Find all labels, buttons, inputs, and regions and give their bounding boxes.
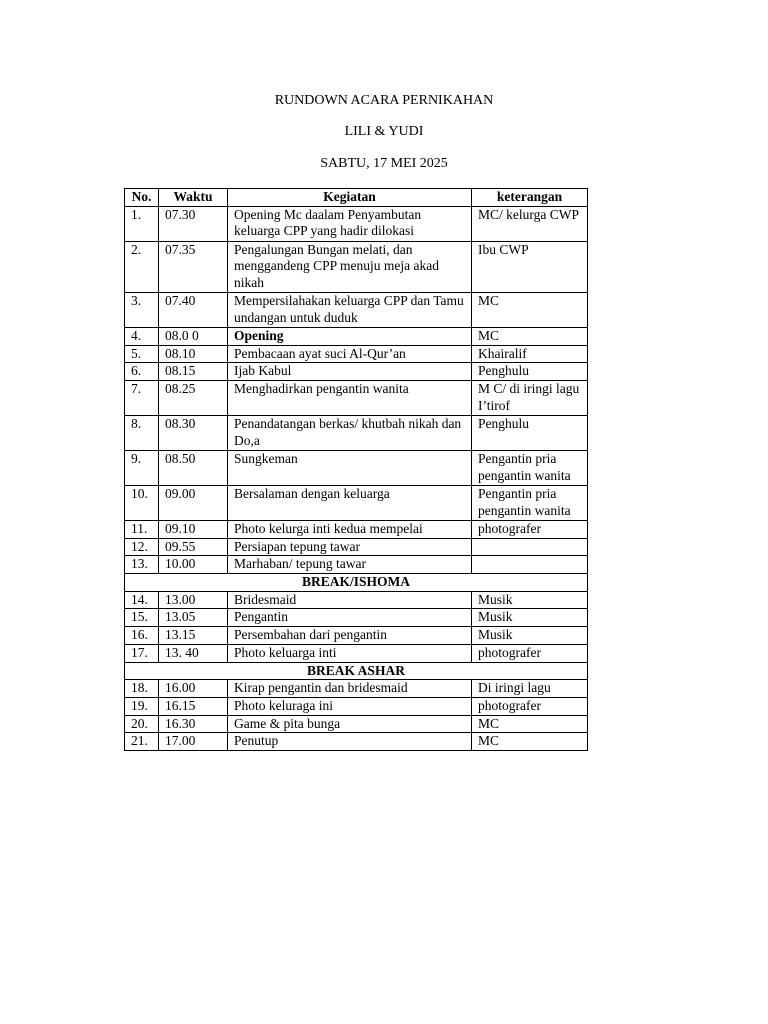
activity-cell: Persiapan tepung tawar bbox=[228, 538, 472, 556]
row-number-cell: 21. bbox=[125, 733, 159, 751]
note-cell: MC bbox=[472, 327, 588, 345]
table-row bbox=[125, 591, 588, 609]
activity-cell: Penutup bbox=[228, 733, 472, 751]
note-cell bbox=[472, 556, 588, 574]
activity-cell: Kirap pengantin dan bridesmaid bbox=[228, 680, 472, 698]
table-row bbox=[125, 450, 588, 485]
time-cell: 13. 40 bbox=[159, 644, 228, 662]
activity-cell: Ijab Kabul bbox=[228, 363, 472, 381]
section-row bbox=[125, 662, 588, 680]
row-number-cell: 11. bbox=[125, 520, 159, 538]
activity-cell: Menghadirkan pengantin wanita bbox=[228, 380, 472, 415]
note-cell: Musik bbox=[472, 627, 588, 645]
row-number-cell: 7. bbox=[125, 380, 159, 415]
note-cell: MC bbox=[472, 292, 588, 327]
activity-cell: Marhaban/ tepung tawar bbox=[228, 556, 472, 574]
time-cell: 17.00 bbox=[159, 733, 228, 751]
column-header-keterangan: keterangan bbox=[472, 189, 588, 207]
time-cell: 08.15 bbox=[159, 363, 228, 381]
note-cell: MC bbox=[472, 733, 588, 751]
table-row bbox=[125, 485, 588, 520]
table-row bbox=[125, 609, 588, 627]
note-cell: Di iringi lagu bbox=[472, 680, 588, 698]
table-row bbox=[125, 380, 588, 415]
note-cell bbox=[472, 538, 588, 556]
activity-cell: Photo keluarga inti bbox=[228, 644, 472, 662]
table-row bbox=[125, 327, 588, 345]
activity-cell: Photo keluraga ini bbox=[228, 697, 472, 715]
time-cell: 07.40 bbox=[159, 292, 228, 327]
couple-names: LILI & YUDI bbox=[344, 124, 424, 139]
note-cell: Musik bbox=[472, 591, 588, 609]
note-cell: Penghulu bbox=[472, 363, 588, 381]
document-title: RUNDOWN ACARA PERNIKAHAN bbox=[274, 93, 494, 108]
row-number-cell: 15. bbox=[125, 609, 159, 627]
activity-cell: Penandatangan berkas/ khutbah nikah dan Do,a bbox=[228, 415, 472, 450]
table-row bbox=[125, 415, 588, 450]
row-number-cell: 2. bbox=[125, 241, 159, 292]
section-label: BREAK/ISHOMA bbox=[125, 574, 588, 592]
time-cell: 08.0 0 bbox=[159, 327, 228, 345]
column-header-kegiatan: Kegiatan bbox=[228, 189, 472, 207]
activity-cell: Photo kelurga inti kedua mempelai bbox=[228, 520, 472, 538]
activity-cell: Pengalungan Bungan melati, dan menggandeng CPP menuju meja akad nikah bbox=[228, 241, 472, 292]
row-number-cell: 16. bbox=[125, 627, 159, 645]
row-number-cell: 4. bbox=[125, 327, 159, 345]
time-cell: 10.00 bbox=[159, 556, 228, 574]
note-cell: Musik bbox=[472, 609, 588, 627]
row-number-cell: 5. bbox=[125, 345, 159, 363]
row-number-cell: 8. bbox=[125, 415, 159, 450]
table-row bbox=[125, 363, 588, 381]
table-row bbox=[125, 627, 588, 645]
activity-cell: Pengantin bbox=[228, 609, 472, 627]
table-row bbox=[125, 292, 588, 327]
note-cell: Pengantin pria pengantin wanita bbox=[472, 485, 588, 520]
note-cell: Khairalif bbox=[472, 345, 588, 363]
table-row bbox=[125, 644, 588, 662]
row-number-cell: 19. bbox=[125, 697, 159, 715]
row-number-cell: 6. bbox=[125, 363, 159, 381]
note-cell: photografer bbox=[472, 697, 588, 715]
row-number-cell: 1. bbox=[125, 206, 159, 241]
time-cell: 08.50 bbox=[159, 450, 228, 485]
table-row bbox=[125, 345, 588, 363]
row-number-cell: 12. bbox=[125, 538, 159, 556]
note-cell: Ibu CWP bbox=[472, 241, 588, 292]
row-number-cell: 3. bbox=[125, 292, 159, 327]
table-row bbox=[125, 556, 588, 574]
row-number-cell: 9. bbox=[125, 450, 159, 485]
note-cell: M C/ di iringi lagu I’tirof bbox=[472, 380, 588, 415]
time-cell: 13.00 bbox=[159, 591, 228, 609]
table-body bbox=[125, 206, 588, 750]
rundown-table bbox=[124, 188, 588, 751]
activity-cell: Game & pita bunga bbox=[228, 715, 472, 733]
table-row bbox=[125, 715, 588, 733]
table-row bbox=[125, 538, 588, 556]
activity-cell: Bersalaman dengan keluarga bbox=[228, 485, 472, 520]
activity-cell: Opening bbox=[228, 327, 472, 345]
table-row bbox=[125, 206, 588, 241]
activity-cell: Sungkeman bbox=[228, 450, 472, 485]
time-cell: 09.10 bbox=[159, 520, 228, 538]
time-cell: 16.00 bbox=[159, 680, 228, 698]
activity-cell: Persembahan dari pengantin bbox=[228, 627, 472, 645]
table-row bbox=[125, 680, 588, 698]
row-number-cell: 14. bbox=[125, 591, 159, 609]
section-label: BREAK ASHAR bbox=[125, 662, 588, 680]
activity-cell: Opening Mc daalam Penyambutan keluarga CPP yang hadir dilokasi bbox=[228, 206, 472, 241]
time-cell: 08.10 bbox=[159, 345, 228, 363]
row-number-cell: 18. bbox=[125, 680, 159, 698]
time-cell: 09.55 bbox=[159, 538, 228, 556]
table-row bbox=[125, 520, 588, 538]
activity-cell: Pembacaan ayat suci Al-Qur’an bbox=[228, 345, 472, 363]
section-row bbox=[125, 574, 588, 592]
event-date: SABTU, 17 MEI 2025 bbox=[320, 156, 448, 171]
note-cell: photografer bbox=[472, 520, 588, 538]
time-cell: 07.35 bbox=[159, 241, 228, 292]
note-cell: Pengantin pria pengantin wanita bbox=[472, 450, 588, 485]
table-row bbox=[125, 697, 588, 715]
note-cell: photografer bbox=[472, 644, 588, 662]
time-cell: 16.15 bbox=[159, 697, 228, 715]
time-cell: 08.30 bbox=[159, 415, 228, 450]
note-cell: MC bbox=[472, 715, 588, 733]
table-row bbox=[125, 241, 588, 292]
note-cell: MC/ kelurga CWP bbox=[472, 206, 588, 241]
row-number-cell: 13. bbox=[125, 556, 159, 574]
row-number-cell: 17. bbox=[125, 644, 159, 662]
row-number-cell: 10. bbox=[125, 485, 159, 520]
activity-cell: Mempersilahakan keluarga CPP dan Tamu undangan untuk duduk bbox=[228, 292, 472, 327]
time-cell: 09.00 bbox=[159, 485, 228, 520]
time-cell: 16.30 bbox=[159, 715, 228, 733]
table-row bbox=[125, 733, 588, 751]
time-cell: 07.30 bbox=[159, 206, 228, 241]
time-cell: 08.25 bbox=[159, 380, 228, 415]
row-number-cell: 20. bbox=[125, 715, 159, 733]
time-cell: 13.05 bbox=[159, 609, 228, 627]
column-header-no: No. bbox=[125, 189, 159, 207]
activity-cell: Bridesmaid bbox=[228, 591, 472, 609]
note-cell: Penghulu bbox=[472, 415, 588, 450]
column-header-waktu: Waktu bbox=[159, 189, 228, 207]
time-cell: 13.15 bbox=[159, 627, 228, 645]
table-header-row bbox=[125, 189, 588, 207]
